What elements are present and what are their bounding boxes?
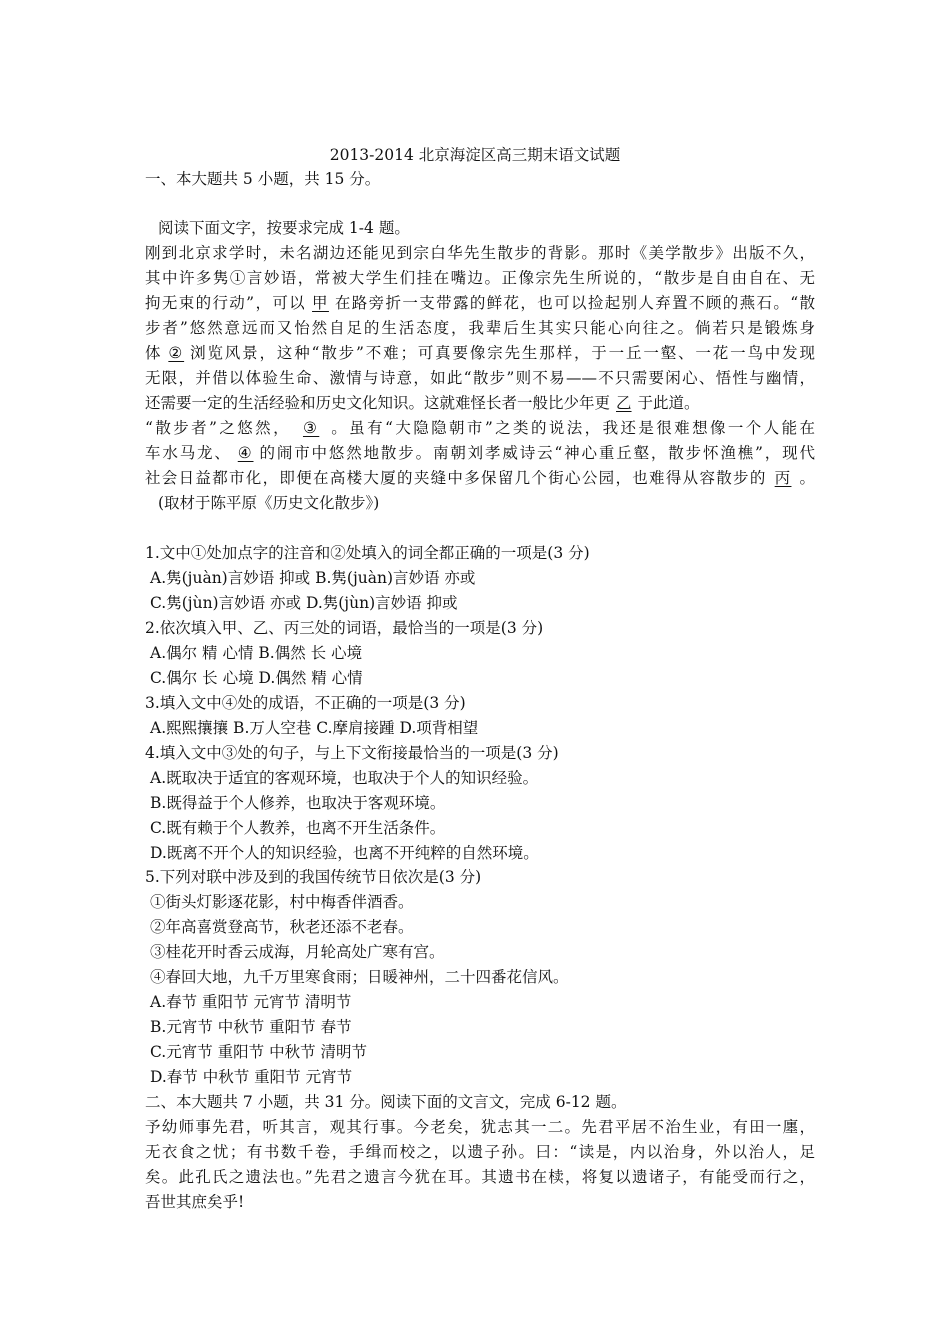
question-5-option: D.春节 中秋节 重阳节 元宵节: [150, 1068, 353, 1086]
passage-line-4: 步者”悠然意远而又怡然自足的生活态度，我辈后生其实只能心向往之。倘若只是锻炼身: [145, 319, 815, 337]
passage-text: “散步者”之悠然，: [145, 419, 291, 437]
passage-line-5: [145, 342, 815, 364]
question-2-stem: 2.依次填入甲、乙、丙三处的词语，最恰当的一项是(3 分): [145, 619, 544, 637]
passage-text: 社会日益都市化，即便在高楼大厦的夹缝中多保留几个街心公园，也难得从容散步的: [145, 469, 767, 487]
passage-text: 。: [799, 469, 815, 487]
passage-text: 。虽有“大隐隐朝市”之类的说法，我还是很难想像一个人能在: [331, 419, 815, 437]
passage-source: (取材于陈平原《历史文化散步》): [158, 494, 380, 512]
instruction: 阅读下面文字，按要求完成 1-4 题。: [158, 219, 410, 237]
classical-line-4: 吾世其庶矣乎!: [145, 1193, 245, 1211]
question-5-couplet: ②年高喜赏登高节，秋老还添不老春。: [150, 918, 414, 936]
question-5-option: C.元宵节 重阳节 中秋节 清明节: [150, 1043, 368, 1061]
blank-yi: 乙: [616, 394, 632, 412]
passage-text: 浏览风景，这种“散步”不难；可真要像宗先生那样，于一丘一壑、一花一鸟中发现: [190, 344, 815, 362]
question-5-couplet: ③桂花开时香云成海，月轮高处广寒有宫。: [150, 943, 445, 961]
question-5-couplet: ④春回大地，九千万里寒食雨；日暖神州，二十四番花信风。: [150, 968, 569, 986]
question-5-option: B.元宵节 中秋节 重阳节 春节: [150, 1018, 352, 1036]
blank-jia: 甲: [312, 294, 329, 312]
passage-line-8: [145, 417, 815, 439]
question-4-option: C.既有赖于个人教养，也离不开生活条件。: [150, 819, 446, 837]
passage-text: 在路旁折一支带露的鲜花，也可以捡起别人弃置不顾的燕石。“散: [334, 294, 815, 312]
passage-text: 还需要一定的生活经验和历史文化知识。这就难怪长者一般比少年更: [145, 394, 611, 412]
passage-text: 拘无束的行动”，可以: [145, 294, 307, 312]
question-2-option: A.偶尔 精 心情 B.偶然 长 心境: [150, 644, 363, 662]
blank-4: ④: [237, 444, 254, 462]
page-title: 2013-2014 北京海淀区高三期末语文试题: [329, 146, 621, 164]
passage-line-1: 刚到北京求学时，未名湖边还能见到宗白华先生散步的背影。那时《美学散步》出版不久，: [145, 244, 815, 262]
question-4-option: A.既取决于适宜的客观环境，也取决于个人的知识经验。: [150, 769, 539, 787]
section-heading-2: 二、本大题共 7 小题，共 31 分。阅读下面的文言文，完成 6-12 题。: [145, 1093, 627, 1111]
section-heading-1: 一、本大题共 5 小题，共 15 分。: [145, 170, 381, 188]
question-4-option: B.既得益于个人修养，也取决于客观环境。: [150, 794, 446, 812]
passage-text: 车水马龙、: [145, 444, 232, 462]
blank-3: ③: [302, 419, 320, 437]
passage-text: 的闹市中悠然地散步。南朝刘孝威诗云“神心重丘壑，散步怀渔樵”，现代: [259, 444, 815, 462]
passage-line-2: 其中许多隽①言妙语，常被大学生们挂在嘴边。正像宗先生所说的，“散步是自由自在、无: [145, 269, 815, 287]
passage-text: 于此道。: [637, 394, 700, 412]
passage-text: 体: [145, 344, 163, 362]
question-1-option: C.隽(jùn)言妙语 亦或 D.隽(jùn)言妙语 抑或: [150, 594, 458, 612]
question-4-option: D.既离不开个人的知识经验，也离不开纯粹的自然环境。: [150, 844, 539, 862]
question-2-option: C.偶尔 长 心境 D.偶然 精 心情: [150, 669, 363, 687]
passage-line-3: [145, 292, 815, 314]
blank-bing: 丙: [774, 469, 792, 487]
question-5-couplet: ①街头灯影逐花影，村中梅香伴酒香。: [150, 893, 414, 911]
question-5-stem: 5.下列对联中涉及到的我国传统节日依次是(3 分): [145, 868, 482, 886]
classical-line-3: 矣。此孔氏之遗法也。”先君之遗言今犹在耳。其遗书在椟，将复以遗诸子，有能受而行之，: [145, 1168, 815, 1186]
question-5-option: A.春节 重阳节 元宵节 清明节: [150, 993, 352, 1011]
question-4-stem: 4.填入文中③处的句子，与上下文衔接最恰当的一项是(3 分): [145, 744, 559, 762]
question-1-stem: 1.文中①处加点字的注音和②处填入的词全都正确的一项是(3 分): [145, 544, 590, 562]
passage-line-6: 无限，并借以体验生命、激情与诗意，如此“散步”则不易——不只需要闲心、悟性与幽情，: [145, 369, 815, 387]
passage-line-10: [145, 467, 815, 489]
question-1-option: A.隽(juàn)言妙语 抑或 B.隽(juàn)言妙语 亦或: [150, 569, 476, 587]
question-3-option: A.熙熙攘攘 B.万人空巷 C.摩肩接踵 D.项背相望: [150, 719, 479, 737]
blank-2: ②: [168, 344, 185, 362]
classical-line-1: 予幼师事先君，听其言，观其行事。今老矣，犹志其一二。先君平居不治生业，有田一廛，: [145, 1118, 815, 1136]
passage-line-7: [145, 392, 815, 414]
question-3-stem: 3.填入文中④处的成语，不正确的一项是(3 分): [145, 694, 466, 712]
classical-line-2: 无衣食之忧；有书数千卷，手缉而校之，以遗子孙。曰：“读是，内以治身，外以治人，足: [145, 1143, 815, 1161]
passage-line-9: [145, 442, 815, 464]
